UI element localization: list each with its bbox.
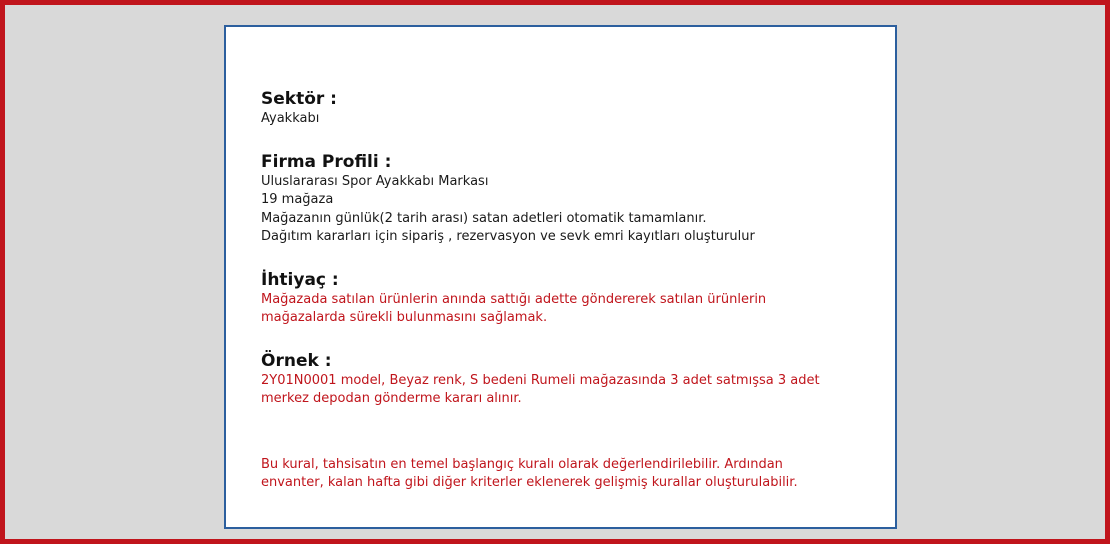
firma-line: Uluslararası Spor Ayakkabı Markası [261,173,489,189]
section-firma-profili [261,152,861,247]
document-card [224,25,897,529]
heading-sektor: Sektör : [261,89,337,109]
ornek-line: 2Y01N0001 model, Beyaz renk, S bedeni Rumeli mağazasında 3 adet satmışsa 3 adet [261,372,820,388]
sektor-line: Ayakkabı [261,111,320,126]
section-ornek [261,351,861,409]
heading-ihtiyac: İhtiyaç : [261,269,339,290]
section-note [261,456,861,493]
firma-line: 19 mağaza [261,192,334,207]
ihtiyac-line: mağazalarda sürekli bulunmasını sağlamak. [261,310,548,325]
section-ihtiyac [261,270,861,328]
firma-line: Mağazanın günlük(2 tarih arası) satan adetleri otomatik tamamlanır. [261,210,707,226]
heading-ornek: Örnek : [261,350,332,371]
section-sektor [261,89,861,129]
note-line: envanter, kalan hafta gibi diğer kriterler eklenerek gelişmiş kurallar oluşturulabilir. [261,475,798,490]
document-content [261,89,861,493]
heading-firma-profili: Firma Profili : [261,151,392,172]
firma-line: Dağıtım kararları için sipariş , rezervasyon ve sevk emri kayıtları oluşturulur [261,229,755,244]
ihtiyac-line: Mağazada satılan ürünlerin anında sattığı adette göndererek satılan ürünlerin [261,291,767,307]
ornek-line: merkez depodan gönderme kararı alınır. [261,391,522,406]
note-line: Bu kural, tahsisatın en temel başlangıç kuralı olarak değerlendirilebilir. Ardından [261,456,783,472]
